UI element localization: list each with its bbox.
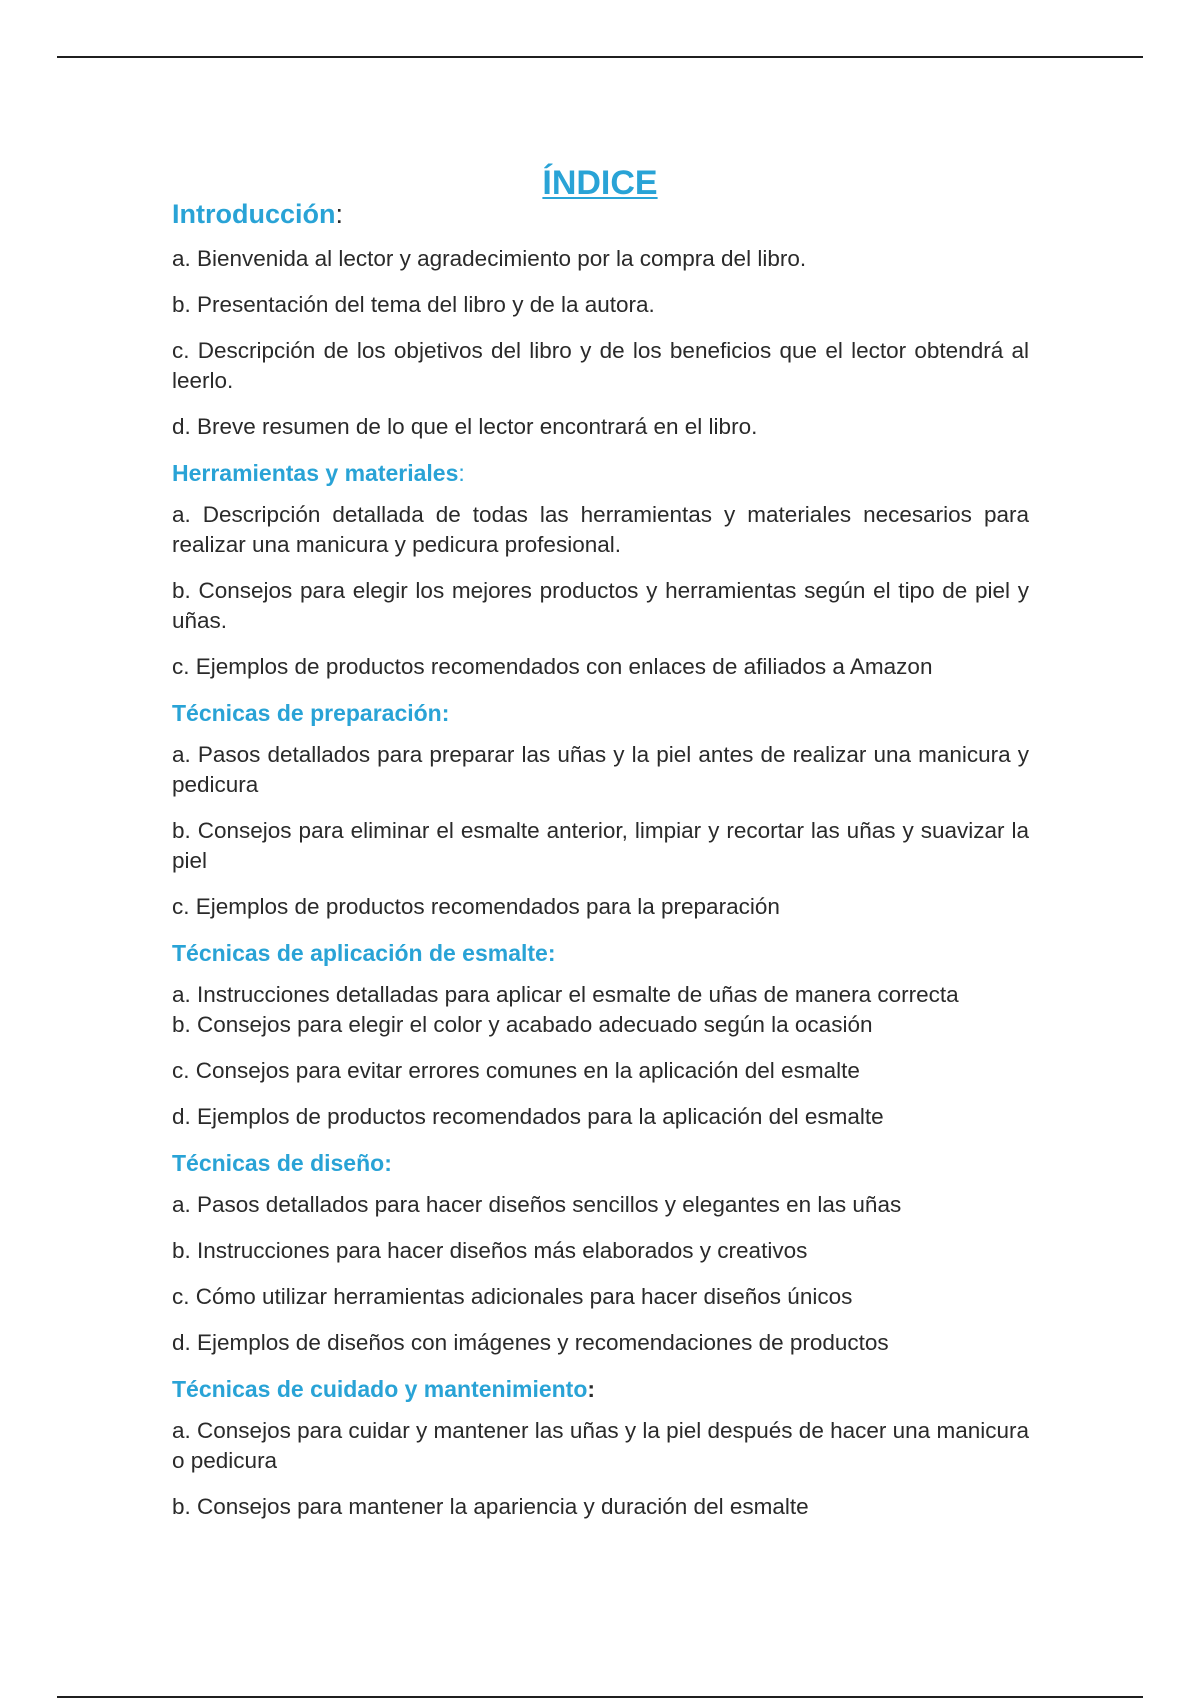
toc-item: d. Ejemplos de diseños con imágenes y recomendaciones de productos (172, 1330, 889, 1355)
toc-item: a. Consejos para cuidar y mantener las uñas y la piel después de hacer una manicura o pedicura (172, 1418, 1029, 1473)
section-heading-cuidado: Técnicas de cuidado y mantenimiento: (172, 1376, 596, 1402)
section-heading-preparacion: Técnicas de preparación: (172, 700, 450, 726)
toc-item: a. Pasos detallados para hacer diseños sencillos y elegantes en las uñas (172, 1192, 902, 1217)
toc-item: b. Consejos para elegir los mejores productos y herramientas según el tipo de piel y uñas. (172, 578, 1029, 633)
toc-item: c. Ejemplos de productos recomendados para la preparación (172, 894, 780, 919)
toc-item: c. Cómo utilizar herramientas adicionales para hacer diseños únicos (172, 1284, 853, 1309)
toc-item: a. Instrucciones detalladas para aplicar el esmalte de uñas de manera correcta (172, 982, 959, 1007)
toc-item: a. Descripción detallada de todas las herramientas y materiales necesarios para realizar una manicura y pedicura profesional. (172, 502, 1029, 557)
toc-item: b. Instrucciones para hacer diseños más elaborados y creativos (172, 1238, 808, 1263)
bottom-rule (57, 1696, 1143, 1698)
toc-item: c. Descripción de los objetivos del libro y de los beneficios que el lector obtendrá al leerlo. (172, 338, 1029, 393)
toc-item: b. Consejos para eliminar el esmalte anterior, limpiar y recortar las uñas y suavizar la piel (172, 818, 1029, 873)
page-title: ÍNDICE (542, 163, 658, 202)
toc-item: a. Bienvenida al lector y agradecimiento por la compra del libro. (172, 246, 807, 271)
section-heading-esmalte: Técnicas de aplicación de esmalte: (172, 940, 556, 966)
toc-item: b. Presentación del tema del libro y de la autora. (172, 292, 655, 317)
section-heading-herramientas: Herramientas y materiales: (172, 460, 465, 486)
toc-item: a. Pasos detallados para preparar las uñas y la piel antes de realizar una manicura y pedicura (172, 742, 1029, 797)
toc-item: d. Ejemplos de productos recomendados para la aplicación del esmalte (172, 1104, 884, 1129)
toc-item: c. Consejos para evitar errores comunes en la aplicación del esmalte (172, 1058, 860, 1083)
top-rule (57, 56, 1143, 58)
toc-item: b. Consejos para elegir el color y acabado adecuado según la ocasión (172, 1012, 873, 1037)
section-heading-diseno: Técnicas de diseño: (172, 1150, 392, 1176)
toc-item: c. Ejemplos de productos recomendados con enlaces de afiliados a Amazon (172, 654, 933, 679)
section-heading-introduccion: Introducción: (172, 199, 344, 229)
toc-item: d. Breve resumen de lo que el lector encontrará en el libro. (172, 414, 758, 439)
table-of-contents (172, 196, 1029, 1538)
toc-item: b. Consejos para mantener la apariencia y duración del esmalte (172, 1494, 809, 1519)
